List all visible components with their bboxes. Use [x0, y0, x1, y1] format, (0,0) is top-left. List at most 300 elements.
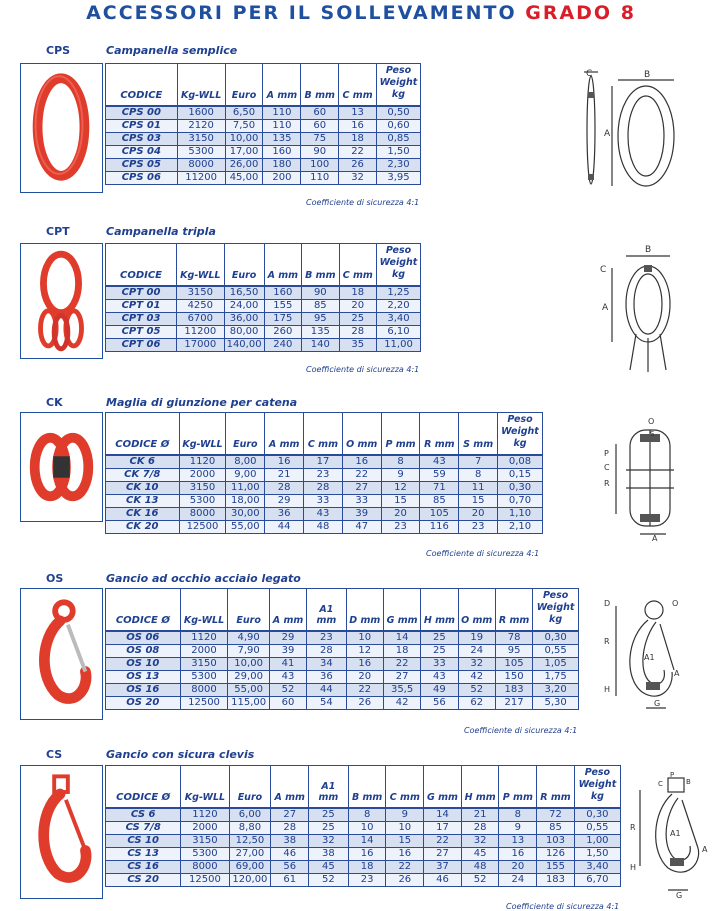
- col-header: H mm: [421, 589, 458, 631]
- table-cell: 71: [420, 481, 459, 494]
- table-cell: 95: [302, 312, 339, 325]
- table-cell: 44: [265, 520, 304, 533]
- table-cell: 183: [537, 873, 575, 886]
- table-cell: 18: [383, 644, 420, 657]
- col-header: Euro: [228, 589, 269, 631]
- product-code-cell: CPS 00: [106, 106, 178, 120]
- col-header: Euro: [225, 64, 263, 106]
- col-header: A1 mm: [307, 589, 346, 631]
- table-body: [106, 286, 421, 352]
- product-photo-cs: [20, 765, 103, 899]
- col-header: C mm: [339, 64, 377, 106]
- table-cell: 105: [420, 507, 459, 520]
- table-cell: 12500: [179, 520, 226, 533]
- product-code-cell: CPT 03: [106, 312, 177, 325]
- table-cell: 140,00: [224, 338, 264, 351]
- col-header: A mm: [264, 244, 301, 286]
- product-photo-ck: [20, 412, 103, 522]
- table-cell: 8000: [180, 683, 228, 696]
- table-cell: 16: [499, 847, 537, 860]
- table-cell: 2000: [181, 821, 229, 834]
- col-header: S mm: [459, 413, 498, 455]
- product-code-cell: CPT 00: [106, 286, 177, 300]
- table-cell: 41: [269, 657, 306, 670]
- col-header: B mm: [348, 766, 386, 808]
- table-cell: 28: [339, 325, 376, 338]
- col-header: CODICE Ø: [106, 413, 180, 455]
- table-row: [106, 312, 421, 325]
- product-code-cell: CPS 04: [106, 145, 178, 158]
- table-cell: 110: [301, 171, 339, 184]
- dim-label: C: [604, 463, 610, 472]
- table-cell: 33: [421, 657, 458, 670]
- table-cell: 1120: [179, 455, 226, 469]
- table-cell: 9,00: [226, 468, 265, 481]
- section-name: Campanella tripla: [106, 225, 216, 238]
- dim-label: H: [604, 685, 611, 694]
- table-cell: 0,15: [498, 468, 543, 481]
- dim-label: A: [652, 534, 658, 542]
- table-cell: 23: [459, 520, 498, 533]
- table-cell: 13: [339, 106, 377, 120]
- col-header: Euro: [229, 766, 271, 808]
- table-cell: 16: [265, 455, 304, 469]
- col-header: Kg-WLL: [177, 244, 225, 286]
- table-cell: 29: [265, 494, 304, 507]
- table-cell: 60: [269, 696, 306, 709]
- safety-note: Coefficiente di sicurezza 4:1: [506, 902, 620, 911]
- table-cell: 24: [458, 644, 495, 657]
- safety-note: Coefficiente di sicurezza 4:1: [306, 198, 420, 207]
- table-row: [106, 145, 421, 158]
- dim-label: A1: [670, 829, 681, 838]
- table-cell: 32: [461, 834, 499, 847]
- table-cell: 27: [383, 670, 420, 683]
- table-cell: 12,50: [229, 834, 271, 847]
- table-cell: 8: [499, 808, 537, 822]
- col-header: A mm: [263, 64, 301, 106]
- table-cell: 19: [458, 631, 495, 645]
- table-cell: 3,40: [574, 860, 620, 873]
- col-header: Euro: [226, 413, 265, 455]
- table-cell: 0,30: [498, 481, 543, 494]
- table-cell: 20: [346, 670, 383, 683]
- table-cell: 14: [348, 834, 386, 847]
- table-cell: 3150: [181, 834, 229, 847]
- table-cell: 116: [420, 520, 459, 533]
- table-row: [106, 644, 579, 657]
- table-cell: 8,80: [229, 821, 271, 834]
- table-cell: 7,50: [225, 119, 263, 132]
- dim-label: B: [644, 70, 651, 80]
- eye-hook-diagram-icon: [598, 596, 694, 716]
- table-cell: 8000: [179, 507, 226, 520]
- table-cell: 140: [302, 338, 339, 351]
- table-cell: 200: [263, 171, 301, 184]
- table-cell: 42: [383, 696, 420, 709]
- col-header: Kg-WLL: [180, 589, 228, 631]
- table-cell: 11200: [177, 171, 225, 184]
- table-cell: 6,00: [229, 808, 271, 822]
- table-os: [105, 588, 579, 710]
- section-code: CK: [46, 396, 63, 409]
- product-code-cell: OS 16: [106, 683, 181, 696]
- table-cell: 6,10: [377, 325, 421, 338]
- table-cell: 45,00: [225, 171, 263, 184]
- col-header: CODICE: [106, 244, 177, 286]
- product-code-cell: OS 20: [106, 696, 181, 709]
- table-cell: 1600: [177, 106, 225, 120]
- table-row: [106, 520, 543, 533]
- table-cell: 11,00: [377, 338, 421, 351]
- table-cell: 240: [264, 338, 301, 351]
- product-code-cell: OS 10: [106, 657, 181, 670]
- table-cell: 8: [459, 468, 498, 481]
- table-cell: 27: [342, 481, 381, 494]
- triple-link-diagram-icon: [590, 242, 690, 377]
- table-cell: 17: [424, 821, 462, 834]
- table-cell: 25: [309, 808, 349, 822]
- table-cell: 16: [339, 119, 377, 132]
- table-cell: 0,70: [498, 494, 543, 507]
- table-cell: 27,00: [229, 847, 271, 860]
- product-code-cell: CPT 01: [106, 299, 177, 312]
- table-cell: 1,00: [574, 834, 620, 847]
- table-cell: 1,05: [533, 657, 579, 670]
- table-cell: 20: [459, 507, 498, 520]
- product-code-cell: OS 13: [106, 670, 181, 683]
- product-code-cell: CPT 06: [106, 338, 177, 351]
- table-cell: 1,50: [376, 145, 420, 158]
- table-row: [106, 171, 421, 184]
- table-cell: 3,20: [533, 683, 579, 696]
- table-row: [106, 481, 543, 494]
- table-cell: 47: [342, 520, 381, 533]
- table-cell: 60: [301, 106, 339, 120]
- oval-link-diagram-icon: [576, 64, 686, 194]
- table-cell: 8,00: [226, 455, 265, 469]
- table-cell: 23: [304, 468, 343, 481]
- table-cell: 33: [342, 494, 381, 507]
- table-cell: 4250: [177, 299, 225, 312]
- table-cell: 22: [346, 683, 383, 696]
- table-cell: 28: [304, 481, 343, 494]
- table-cell: 26,00: [225, 158, 263, 171]
- col-header: Kg-WLL: [177, 64, 225, 106]
- table-cell: 24,00: [224, 299, 264, 312]
- table-cell: 3150: [177, 132, 225, 145]
- table-cell: 48: [461, 860, 499, 873]
- col-header: R mm: [420, 413, 459, 455]
- table-ck: [105, 412, 543, 534]
- table-cell: 28: [265, 481, 304, 494]
- col-header: O mm: [458, 589, 495, 631]
- table-cell: 17000: [177, 338, 225, 351]
- table-cell: 35: [339, 338, 376, 351]
- table-cell: 110: [263, 119, 301, 132]
- table-cell: 13: [499, 834, 537, 847]
- table-cell: 95: [495, 644, 532, 657]
- table-cell: 2000: [179, 468, 226, 481]
- col-header: C mm: [339, 244, 376, 286]
- table-cell: 55,00: [228, 683, 269, 696]
- product-code-cell: OS 08: [106, 644, 181, 657]
- col-header: CODICE Ø: [106, 766, 181, 808]
- table-cell: 78: [495, 631, 532, 645]
- table-cell: 22: [339, 145, 377, 158]
- table-row: [106, 834, 621, 847]
- table-cell: 0,08: [498, 455, 543, 469]
- table-cell: 32: [339, 171, 377, 184]
- col-header: A1 mm: [309, 766, 349, 808]
- table-cell: 2,30: [376, 158, 420, 171]
- table-cell: 100: [301, 158, 339, 171]
- table-cell: 120,00: [229, 873, 271, 886]
- table-cell: 1120: [180, 631, 228, 645]
- table-cell: 39: [269, 644, 306, 657]
- table-cell: 28: [461, 821, 499, 834]
- table-cell: 12500: [180, 696, 228, 709]
- dim-label: O: [672, 599, 679, 608]
- diagram-cs: [626, 772, 718, 900]
- product-code-cell: CK 10: [106, 481, 180, 494]
- table-cell: 61: [271, 873, 309, 886]
- page-title-accent: GRADO 8: [525, 2, 636, 24]
- table-cell: 23: [381, 520, 420, 533]
- dim-label: R: [604, 637, 610, 646]
- table-cell: 3150: [179, 481, 226, 494]
- col-header: C mm: [386, 766, 424, 808]
- col-header: Peso Weight kg: [574, 766, 620, 808]
- table-cell: 9: [381, 468, 420, 481]
- table-cell: 75: [301, 132, 339, 145]
- table-row: [106, 670, 579, 683]
- product-photo-cps: [20, 63, 103, 193]
- table-cell: 18: [339, 132, 377, 145]
- table-cell: 155: [264, 299, 301, 312]
- table-row: [106, 808, 621, 822]
- table-cell: 39: [342, 507, 381, 520]
- col-header: Kg-WLL: [179, 413, 226, 455]
- table-cell: 85: [537, 821, 575, 834]
- table-cell: 10: [346, 631, 383, 645]
- table-cell: 105: [495, 657, 532, 670]
- table-cell: 16: [348, 847, 386, 860]
- table-cell: 103: [537, 834, 575, 847]
- table-cell: 3,40: [377, 312, 421, 325]
- table-cell: 49: [421, 683, 458, 696]
- table-cell: 2,20: [377, 299, 421, 312]
- table-cell: 28: [271, 821, 309, 834]
- table-cell: 2120: [177, 119, 225, 132]
- table-row: [106, 821, 621, 834]
- table-cell: 26: [386, 873, 424, 886]
- table-cell: 14: [424, 808, 462, 822]
- product-code-cell: CS 6: [106, 808, 181, 822]
- dim-label: D: [604, 599, 611, 608]
- product-code-cell: CS 10: [106, 834, 181, 847]
- table-cell: 45: [309, 860, 349, 873]
- table-cell: 135: [302, 325, 339, 338]
- table-cell: 18: [348, 860, 386, 873]
- dim-label: O: [648, 417, 655, 426]
- table-cell: 12500: [181, 873, 229, 886]
- table-cell: 7,90: [228, 644, 269, 657]
- col-header: G mm: [424, 766, 462, 808]
- table-cell: 35,5: [383, 683, 420, 696]
- table-cell: 90: [301, 145, 339, 158]
- table-cell: 8000: [177, 158, 225, 171]
- table-cell: 30,00: [226, 507, 265, 520]
- connecting-link-diagram-icon: [596, 414, 696, 542]
- table-cell: 135: [263, 132, 301, 145]
- product-code-cell: CS 16: [106, 860, 181, 873]
- table-cell: 160: [263, 145, 301, 158]
- dim-label: H: [630, 863, 637, 872]
- table-cell: 15: [381, 494, 420, 507]
- table-cell: 22: [342, 468, 381, 481]
- product-code-cell: CPS 06: [106, 171, 178, 184]
- product-code-cell: CK 16: [106, 507, 180, 520]
- safety-note: Coefficiente di sicurezza 4:1: [426, 549, 540, 558]
- table-cell: 115,00: [228, 696, 269, 709]
- product-photo-cpt: [20, 243, 103, 359]
- dim-label: A: [602, 303, 609, 313]
- table-cell: 16,50: [224, 286, 264, 300]
- product-code-cell: CK 20: [106, 520, 180, 533]
- product-code-cell: CK 6: [106, 455, 180, 469]
- table-cell: 55,00: [226, 520, 265, 533]
- section-code: CPT: [46, 225, 70, 238]
- diagram-ck: [596, 414, 696, 542]
- table-cell: 3150: [177, 286, 225, 300]
- table-body: [106, 106, 421, 185]
- table-cell: 26: [339, 158, 377, 171]
- table-cell: 29,00: [228, 670, 269, 683]
- table-cell: 10,00: [225, 132, 263, 145]
- product-code-cell: CPT 05: [106, 325, 177, 338]
- product-code-cell: CK 13: [106, 494, 180, 507]
- table-cell: 10: [386, 821, 424, 834]
- page-title-main: ACCESSORI PER IL SOLLEVAMENTO: [86, 2, 517, 24]
- product-code-cell: CS 20: [106, 873, 181, 886]
- table-cell: 20: [381, 507, 420, 520]
- table-row: [106, 299, 421, 312]
- table-row: [106, 657, 579, 670]
- dim-label: P: [604, 449, 609, 458]
- connecting-link-icon: [21, 413, 102, 521]
- table-cell: 27: [271, 808, 309, 822]
- diagram-cps: [576, 64, 686, 194]
- table-cell: 110: [263, 106, 301, 120]
- table-cell: 2000: [180, 644, 228, 657]
- table-cell: 0,85: [376, 132, 420, 145]
- table-row: [106, 286, 421, 300]
- table-cell: 11200: [177, 325, 225, 338]
- clevis-hook-diagram-icon: [626, 772, 718, 900]
- dim-label: B: [645, 245, 652, 255]
- table-cell: 46: [271, 847, 309, 860]
- table-cell: 14: [383, 631, 420, 645]
- table-cell: 1,50: [574, 847, 620, 860]
- col-header: Peso Weight kg: [498, 413, 543, 455]
- table-cell: 34: [307, 657, 346, 670]
- table-cell: 24: [499, 873, 537, 886]
- table-body: [106, 455, 543, 534]
- table-row: [106, 631, 579, 645]
- table-cell: 69,00: [229, 860, 271, 873]
- product-code-cell: CK 7/8: [106, 468, 180, 481]
- table-cell: 85: [420, 494, 459, 507]
- table-cell: 183: [495, 683, 532, 696]
- dim-label: G: [676, 891, 683, 900]
- col-header: A mm: [271, 766, 309, 808]
- table-row: [106, 683, 579, 696]
- table-cell: 36: [307, 670, 346, 683]
- table-row: [106, 338, 421, 351]
- table-cell: 43: [269, 670, 306, 683]
- table-cell: 22: [386, 860, 424, 873]
- table-cell: 22: [424, 834, 462, 847]
- diagram-cpt: [590, 242, 690, 377]
- table-cell: 0,50: [376, 106, 420, 120]
- table-cell: 1,10: [498, 507, 543, 520]
- table-cell: 52: [461, 873, 499, 886]
- table-cell: 1120: [181, 808, 229, 822]
- table-cell: 48: [304, 520, 343, 533]
- table-cell: 217: [495, 696, 532, 709]
- table-cell: 12: [381, 481, 420, 494]
- table-cell: 5300: [180, 670, 228, 683]
- table-cell: 2,10: [498, 520, 543, 533]
- col-header: Peso Weight kg: [533, 589, 579, 631]
- dim-label: P: [670, 772, 675, 779]
- triple-link-icon: [21, 244, 102, 358]
- col-header: CODICE: [106, 64, 178, 106]
- table-cell: 12: [346, 644, 383, 657]
- table-cell: 9: [499, 821, 537, 834]
- col-header: A mm: [265, 413, 304, 455]
- table-cell: 38: [309, 847, 349, 860]
- table-cell: 72: [537, 808, 575, 822]
- table-cell: 5300: [181, 847, 229, 860]
- diagram-os: [598, 596, 694, 716]
- col-header: CODICE Ø: [106, 589, 181, 631]
- section-name: Gancio con sicura clevis: [106, 748, 255, 761]
- table-cell: 16: [346, 657, 383, 670]
- table-cell: 155: [537, 860, 575, 873]
- table-cs: [105, 765, 621, 887]
- table-cell: 17: [304, 455, 343, 469]
- col-header: A mm: [269, 589, 306, 631]
- table-cell: 10,00: [228, 657, 269, 670]
- table-cell: 11,00: [226, 481, 265, 494]
- table-cell: 0,60: [376, 119, 420, 132]
- table-cell: 5300: [177, 145, 225, 158]
- col-header: Peso Weight kg: [377, 244, 421, 286]
- table-cell: 8: [348, 808, 386, 822]
- table-cell: 38: [271, 834, 309, 847]
- table-cell: 15: [386, 834, 424, 847]
- product-code-cell: CS 13: [106, 847, 181, 860]
- dim-label: G: [654, 699, 661, 708]
- dim-label: A1: [644, 653, 655, 662]
- col-header: B mm: [301, 64, 339, 106]
- eye-hook-icon: [21, 589, 102, 719]
- clevis-hook-icon: [21, 766, 102, 898]
- table-cell: 126: [537, 847, 575, 860]
- table-cell: 1,25: [377, 286, 421, 300]
